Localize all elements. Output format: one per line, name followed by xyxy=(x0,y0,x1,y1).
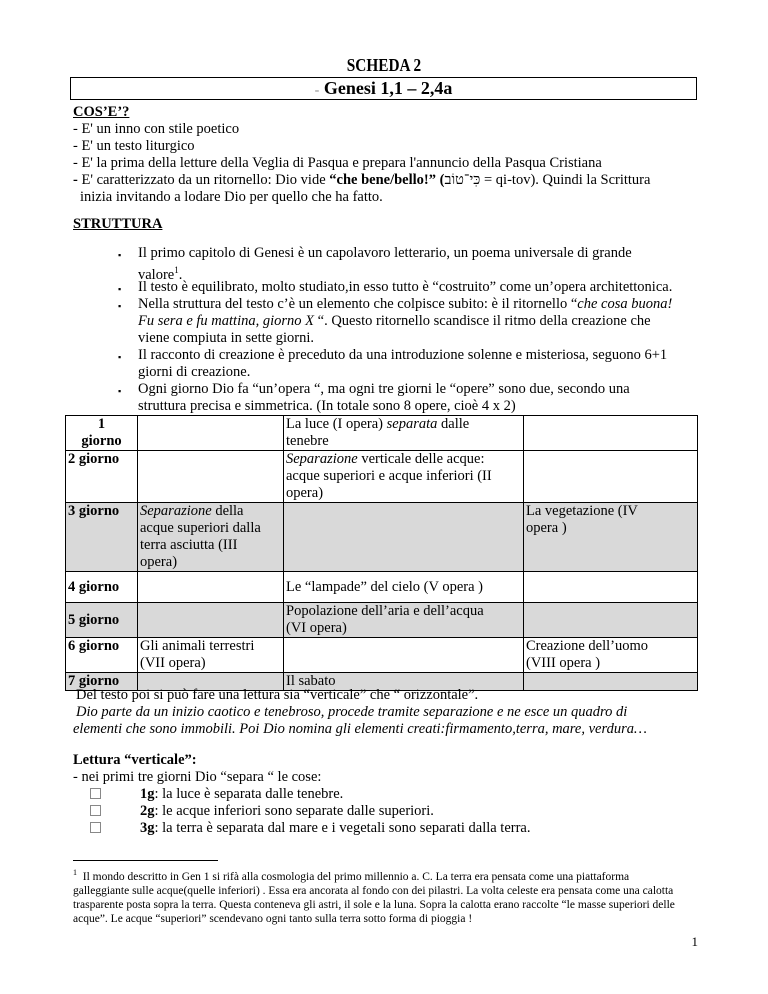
lettura-p2-line2: elementi che sono immobili. Poi Dio nomina gli elementi creati:firmamento,terra, mare, verdura… xyxy=(73,721,647,737)
day-cell: 2 giorno xyxy=(66,451,138,503)
right-cell xyxy=(524,572,698,603)
intro-item-3: - E' la prima della letture della Veglia di Pasqua e prepara l'annuncio della Pasqua Cristiana xyxy=(73,155,602,171)
left-cell: Gli animali terrestri (VII opera) xyxy=(138,638,284,673)
footnote-mark: 1 xyxy=(73,868,77,877)
mid-cell xyxy=(284,503,524,572)
mid-cell xyxy=(284,638,524,673)
lettura-verticale-heading: Lettura “verticale”: xyxy=(73,752,197,768)
bullet-icon: ▪ xyxy=(118,284,122,294)
struttura-b4-line1: Il racconto di creazione è preceduto da una introduzione solenne e misteriosa, seguono 6+1 xyxy=(138,347,668,363)
left-cell: Separazione della acque superiori dalla terra asciutta (III opera) xyxy=(138,503,284,572)
title-dash: - xyxy=(314,83,320,98)
left-cell xyxy=(138,572,284,603)
intro-item-4-line2: inizia invitando a lodare Dio per quello che ha fatto. xyxy=(80,189,383,205)
lettura-item-1: 1g: la luce è separata dalle tenebre. xyxy=(90,786,343,803)
day-cell: 6 giorno xyxy=(66,638,138,673)
struttura-b1-end: . xyxy=(178,266,183,283)
intro-heading: COS’E’? xyxy=(73,104,130,120)
intro-item-4-dash: - xyxy=(73,172,82,188)
right-cell xyxy=(524,603,698,638)
table-row xyxy=(66,638,698,673)
right-cell xyxy=(524,416,698,451)
bullet-icon: ▪ xyxy=(118,250,122,260)
left-cell xyxy=(138,416,284,451)
table-row xyxy=(66,416,698,451)
struttura-b5-line2: struttura precisa e simmetrica. (In totale sono 8 opere, cioè 4 x 2) xyxy=(138,398,516,414)
intro-item-1: - E' un inno con stile poetico xyxy=(73,121,240,137)
day-cell: 4 giorno xyxy=(66,572,138,603)
title-box xyxy=(70,77,697,100)
struttura-b3-line2 xyxy=(138,313,651,330)
bullet-icon: ▪ xyxy=(118,301,122,311)
intro-item-2: - E' un testo liturgico xyxy=(73,138,195,154)
struttura-b3-text2: “. Questo ritornello scandisce il ritmo della creazione che xyxy=(314,313,651,329)
right-cell: Creazione dell’uomo (VIII opera ) xyxy=(524,638,698,673)
intro-item-4 xyxy=(73,172,650,189)
struttura-b3-italic2: Fu sera e fu mattina, giorno X xyxy=(138,313,315,329)
table-row xyxy=(66,572,698,603)
struttura-b4-line2: giorni di creazione. xyxy=(138,364,251,380)
struttura-b5-line1: Ogni giorno Dio fa “un’opera “, ma ogni tre giorni le “opere” sono due, secondo una xyxy=(138,381,630,397)
lettura-item-2: 2g: le acque inferiori sono separate dalle superiori. xyxy=(90,803,434,820)
hebrew-text: כִּי־טוֹב xyxy=(444,172,481,188)
day-cell: 1 giorno xyxy=(66,416,138,451)
table-row xyxy=(66,603,698,638)
struttura-b1-line1: Il primo capitolo di Genesi è un capolavoro letterario, un poema universale di grande xyxy=(138,245,632,261)
left-cell xyxy=(138,603,284,638)
footnote-line3: trasparente posta sopra la terra. Questa conteneva gli astri, il sole e la luna. Sopra la calotta erano raccolte “le masse superiori delle xyxy=(73,898,675,911)
lettura-item-3: 3g: la terra è separata dal mare e i vegetali sono separati dalla terra. xyxy=(90,820,531,837)
bullet-icon: ▪ xyxy=(118,386,122,396)
checkbox-icon xyxy=(90,788,101,799)
mid-cell: Le “lampade” del cielo (V opera ) xyxy=(284,572,524,603)
bullet-icon: ▪ xyxy=(118,352,122,362)
scheda-title: SCHEDA 2 xyxy=(346,55,422,75)
mid-cell: Separazione verticale delle acque: acque superiori e acque inferiori (II opera) xyxy=(284,451,524,503)
page-number: 1 xyxy=(691,934,698,949)
intro-item-4-end: = qi-tov). Quindi la Scrittura xyxy=(480,172,651,188)
footnote-separator xyxy=(73,860,218,861)
mid-cell: Il sabato xyxy=(284,673,524,691)
mid-cell: Popolazione dell’aria e dell’acqua (VI opera) xyxy=(284,603,524,638)
struttura-heading: STRUTTURA xyxy=(73,216,163,232)
intro-item-4-quote: “che bene/bello!” ( xyxy=(329,172,445,188)
title-text: Genesi 1,1 – 2,4a xyxy=(323,78,453,98)
footnote-line1: Il mondo descritto in Gen 1 si rifà alla cosmologia del primo millennio a. C. La terra era pensata come una piattaforma xyxy=(82,870,630,883)
day-cell: 5 giorno xyxy=(66,603,138,638)
struttura-b3-line3: viene compiuta in sette giorni. xyxy=(138,330,314,346)
lettura-p2-line1: Dio parte da un inizio caotico e tenebroso, procede tramite separazione e ne esce un quadro di xyxy=(76,704,628,720)
lettura-p1: Del testo poi si può fare una lettura sia “verticale” che “ orizzontale”. xyxy=(76,687,479,703)
left-cell xyxy=(138,451,284,503)
struttura-b1-text: valore xyxy=(138,266,175,283)
lettura-verticale-intro: - nei primi tre giorni Dio “separa “ le cose: xyxy=(73,769,322,785)
struttura-b3-text: Nella struttura del testo c’è un elemento che colpisce subito: è il ritornello “ xyxy=(138,296,578,312)
footnote-line2: galleggiante sulle acque(quelle inferiori) . Essa era ancorata al fondo con dei pilastri. La volta celeste era pensata come una calotta xyxy=(73,884,674,897)
right-cell xyxy=(524,673,698,691)
struttura-b3-line1 xyxy=(138,296,672,313)
struttura-b3-italic: che cosa buona! xyxy=(577,296,673,312)
footnote-line4: acque”. Le acque “superiori” scendevano ogni tanto sulla terra sotto forma di pioggia ! xyxy=(73,912,473,925)
mid-cell: La luce (I opera) separata dalle tenebre xyxy=(284,416,524,451)
day-cell: 3 giorno xyxy=(66,503,138,572)
footnote xyxy=(73,866,698,926)
intro-item-4-text: E' caratterizzato da un ritornello: Dio vide xyxy=(81,172,330,188)
checkbox-icon xyxy=(90,805,101,816)
page-title xyxy=(71,78,696,101)
day-cell: 7 giorno xyxy=(66,673,138,691)
right-cell: La vegetazione (IV opera ) xyxy=(524,503,698,572)
struttura-b2: Il testo è equilibrato, molto studiato,in esso tutto è “costruito” come un’opera architettonica. xyxy=(138,279,673,295)
checkbox-icon xyxy=(90,822,101,833)
table-row xyxy=(66,503,698,572)
footnote-ref[interactable]: 1 xyxy=(174,265,179,275)
right-cell xyxy=(524,451,698,503)
days-table xyxy=(65,415,698,691)
table-row xyxy=(66,451,698,503)
